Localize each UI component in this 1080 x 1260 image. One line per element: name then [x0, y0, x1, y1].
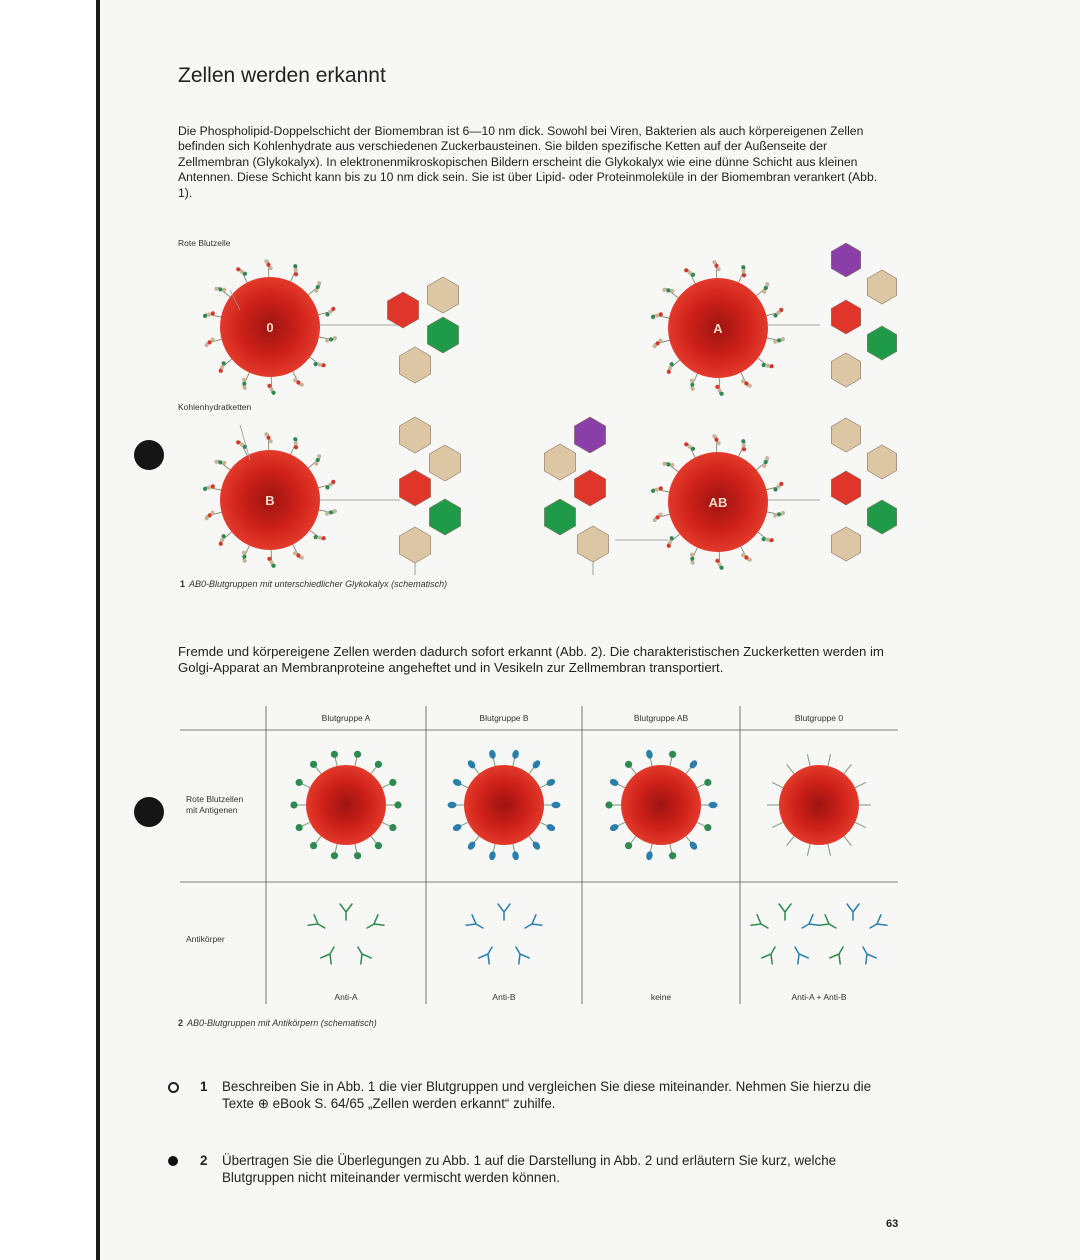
antigen-a	[669, 751, 676, 758]
antigen-a	[331, 751, 338, 758]
cell-label: B	[265, 493, 275, 508]
antigen-a	[625, 842, 632, 849]
antigen-a	[310, 761, 317, 768]
red-blood-cell	[651, 260, 785, 396]
sugar-hexagon	[831, 527, 860, 561]
antigen-b	[488, 851, 496, 861]
row-label-antibodies: Antikörper	[186, 934, 225, 944]
antibody-icon	[751, 915, 771, 933]
column-header: Blutgruppe AB	[633, 713, 689, 723]
antigen-a	[625, 761, 632, 768]
half-dot-icon	[168, 1082, 179, 1093]
antigen-b	[452, 778, 463, 788]
antigen-b	[552, 802, 561, 808]
page-title: Zellen werden erkannt	[178, 64, 386, 87]
sugar-hexagon	[577, 526, 608, 562]
column-header: Blutgruppe 0	[794, 713, 844, 723]
antigen-cell	[290, 751, 401, 860]
sugar-hexagon	[429, 499, 460, 535]
antigen-cell	[605, 749, 717, 861]
column-header: Blutgruppe B	[479, 713, 529, 723]
red-blood-cell	[651, 434, 785, 570]
antibody-icon	[479, 944, 497, 964]
red-blood-cell	[203, 259, 337, 395]
task-2: 2 Übertragen Sie die Überlegungen zu Abb. 1 auf die Darstellung in Abb. 2 und erläutern Sie kurz, welche Blutgruppen nicht miteinander vermischt werden können.	[168, 1152, 898, 1192]
antibody-icon	[321, 944, 339, 964]
antigen-a	[354, 852, 361, 859]
task-1: 1 Beschreiben Sie in Abb. 1 die vier Blutgruppen und vergleichen Sie diese miteinander. Nehmen Sie hierzu die Texte ⊕ eBook S. 64/65 „Zellen werden erkannt“ zuhilfe.	[168, 1078, 898, 1118]
sugar-hexagon	[544, 499, 575, 535]
page-number: 63	[886, 1218, 899, 1230]
antigen-a	[331, 852, 338, 859]
sugar-hexagon	[427, 317, 458, 353]
antibody-label: keine	[650, 992, 672, 1002]
sugar-hexagon	[867, 270, 896, 304]
sugar-hexagon	[544, 444, 575, 480]
antigen-b	[511, 749, 519, 759]
antibody-icon	[364, 915, 384, 933]
row-label-red-cells: Rote Blutzellen	[186, 794, 244, 804]
sugar-hexagon	[574, 417, 605, 453]
antibody-icon	[353, 944, 371, 964]
antibody-icon	[799, 915, 819, 933]
column-header: Blutgruppe A	[321, 713, 371, 723]
red-blood-cell	[203, 432, 337, 568]
antibody-icon	[779, 904, 791, 920]
antibody-icon	[819, 915, 839, 933]
antibody-icon	[498, 904, 510, 920]
antigen-b	[645, 851, 653, 861]
figure1-caption: 1 AB0-Blutgruppen mit unterschiedlicher Glykokalyx (schematisch)	[180, 579, 448, 589]
punch-hole	[134, 440, 164, 470]
sugar-hexagon	[831, 418, 860, 452]
antigen-a	[704, 779, 711, 786]
antibody-icon	[847, 904, 859, 920]
antigen-b	[545, 778, 556, 788]
sugar-hexagon	[427, 277, 458, 313]
antigen-a	[669, 852, 676, 859]
antibody-icon	[308, 915, 328, 933]
sugar-hexagon	[429, 445, 460, 481]
sugar-hexagon	[574, 470, 605, 506]
antibody-label: Anti-A	[334, 992, 358, 1002]
antigen-a	[375, 842, 382, 849]
antigen-a	[354, 751, 361, 758]
figure2-caption: 2 AB0-Blutgruppen mit Antikörpern (schematisch)	[178, 1018, 377, 1028]
label-carbohydrate-chains: Kohlenhydratketten	[178, 402, 252, 412]
middle-paragraph: Fremde und körpereigene Zellen werden dadurch sofort erkannt (Abb. 2). Die charakteristischen Zuckerketten werden im Golgi-Apparat an Membranproteine angeheftet und in Vesikeln zur Zellmembran transportiert.	[178, 644, 884, 675]
antibody-icon	[340, 904, 352, 920]
antigen-a	[394, 801, 401, 808]
antigen-b	[609, 823, 620, 833]
sugar-hexagon	[399, 470, 430, 506]
antigen-cell	[767, 754, 871, 855]
antigen-a	[389, 779, 396, 786]
antigen-a	[389, 824, 396, 831]
sugar-hexagon	[399, 347, 430, 383]
antibody-icon	[522, 915, 542, 933]
label-red-blood-cell: Rote Blutzelle	[178, 238, 231, 248]
antigen-b	[645, 749, 653, 759]
figure1-blood-groups	[170, 230, 930, 590]
antigen-a	[296, 824, 303, 831]
antigen-b	[709, 802, 718, 808]
sugar-hexagon	[387, 292, 418, 328]
antibody-icon	[466, 915, 486, 933]
sugar-hexagon	[831, 300, 860, 334]
sugar-hexagon	[831, 471, 860, 505]
antigen-a	[375, 761, 382, 768]
antibody-icon	[511, 944, 529, 964]
cell-label: A	[713, 321, 723, 336]
antibody-label: Anti-B	[492, 992, 516, 1002]
antigen-cell	[448, 749, 561, 861]
antigen-b	[452, 823, 463, 833]
sugar-hexagon	[399, 527, 430, 563]
intro-paragraph: Die Phospholipid-Doppelschicht der Biomembran ist 6—10 nm dick. Sowohl bei Viren, Bakterien als auch körpereigenen Zellen befinden sich Kohlenhydrate aus verschiedenen Zuckerbausteinen. Sie bilden spezifische Ketten auf der Außenseite der Zellmembran (Glykokalyx). In elektronenmikroskopischen Bildern erscheint die Glykokalyx wie eine dünne Schicht aus kleinen Antennen. Diese Schicht kann bis zu 10 nm dick sein. Sie ist über Lipid- oder Proteinmoleküle in der Biomembran verankert (Abb. 1).	[178, 124, 878, 200]
full-dot-icon	[168, 1156, 178, 1166]
sugar-hexagon	[867, 445, 896, 479]
punch-hole	[134, 797, 164, 827]
antigen-b	[609, 778, 620, 788]
antigen-b	[488, 749, 496, 759]
antibody-icon	[762, 944, 780, 964]
sugar-hexagon	[399, 417, 430, 453]
cell-label: 0	[266, 320, 274, 335]
antibody-icon	[830, 944, 848, 964]
antigen-b	[448, 802, 457, 808]
antigen-a	[704, 824, 711, 831]
sugar-hexagon	[831, 243, 860, 277]
sugar-hexagon	[867, 500, 896, 534]
page-margin	[0, 0, 100, 1260]
antigen-b	[545, 823, 556, 833]
antigen-a	[605, 801, 612, 808]
antigen-a	[296, 779, 303, 786]
antigen-a	[310, 842, 317, 849]
antibody-icon	[858, 944, 876, 964]
row-label-antigens: mit Antigenen	[186, 805, 238, 815]
cell-label: AB	[708, 495, 728, 510]
sugar-hexagon	[831, 353, 860, 387]
antigen-b	[511, 851, 519, 861]
antibody-label: Anti-A + Anti-B	[791, 992, 847, 1002]
figure2-antibody-table	[176, 702, 906, 1012]
antibody-icon	[867, 915, 887, 933]
antigen-a	[290, 801, 297, 808]
antibody-icon	[790, 944, 808, 964]
sugar-hexagon	[867, 326, 896, 360]
